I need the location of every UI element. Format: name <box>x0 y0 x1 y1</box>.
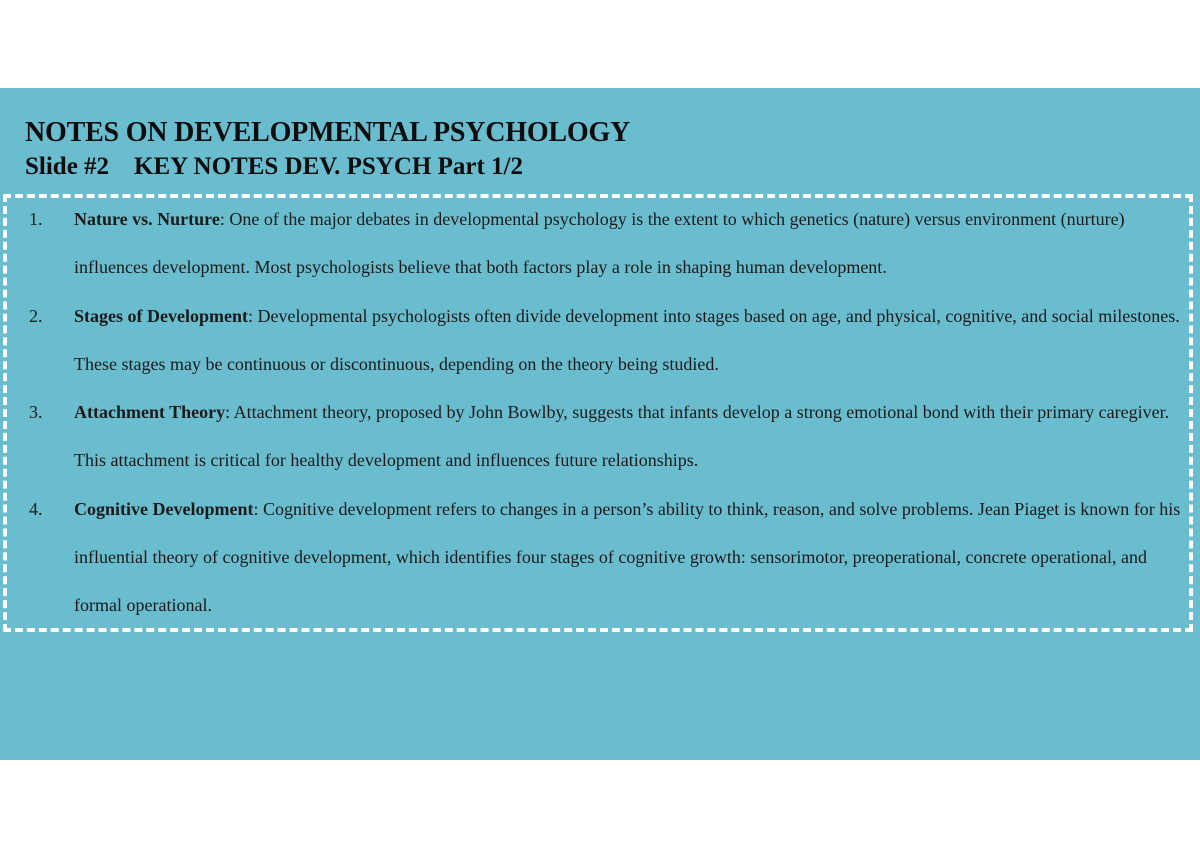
item-text: : Attachment theory, proposed by John Bowlby, suggests that infants develop a strong emotional bond with their primary caregiver. This attachment is critical for healthy development and influences future relationships. <box>74 402 1170 471</box>
list-item <box>0 195 1200 292</box>
list-item <box>0 388 1200 485</box>
item-text: : Developmental psychologists often divide development into stages based on age, and physical, cognitive, and social milestones. These stages may be continuous or discontinuous, depending on the theory being studied. <box>74 305 1180 374</box>
slide-header <box>25 116 630 184</box>
notes-list <box>0 195 1200 630</box>
item-term: Attachment Theory <box>74 402 226 423</box>
item-number: 1. <box>29 209 43 229</box>
item-term: Nature vs. Nurture <box>74 209 220 229</box>
item-text: : Cognitive development refers to changes in a person’s ability to think, reason, and solve problems. Jean Piaget is known for his influential theory of cognitive development, which identifies four stages of cognitive growth: sensorimotor, preoperational, concrete operational, and formal operational. <box>74 498 1181 616</box>
slide <box>0 88 1200 760</box>
item-number: 3. <box>29 402 43 423</box>
list-item <box>0 292 1200 389</box>
item-number: 2. <box>29 305 43 326</box>
item-term: Stages of Development <box>74 305 248 326</box>
list-item <box>0 485 1200 630</box>
page-title: NOTES ON DEVELOPMENTAL PSYCHOLOGY <box>25 117 631 148</box>
item-text: : One of the major debates in developmental psychology is the extent to which genetics (nature) versus environment (nurture) influences development. Most psychologists believe that both factors play a role in shaping human development. <box>74 209 1125 278</box>
slide-subtitle: Slide #2 KEY NOTES DEV. PSYCH Part 1/2 <box>25 153 523 180</box>
item-term: Cognitive Development <box>74 498 254 519</box>
item-number: 4. <box>29 498 43 519</box>
